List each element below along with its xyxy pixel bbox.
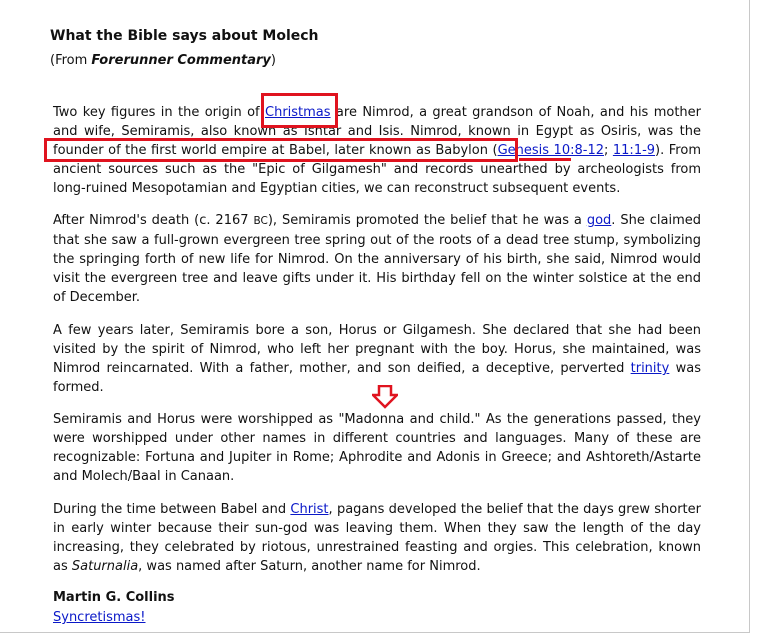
paragraph-1: Two key figures in the origin of Christmas are Nimrod, a great grandson of Noah, and his mother and wife, Semiramis, also known as Ishtar and Isis. Nimrod, known in Egypt as Osiris, was the founder of the first world empire at Babel, later known as Babylon (Genesis 10:8-12; 11:1-9). From ancient sources such as the "Epic of Gilgamesh" and records unearthed by archeologists from long-ruined Mesopotamian and Egyptian cities, we can reconstruct subsequent events.: [53, 105, 702, 196]
paragraph-5: During the time between Babel and Christ, pagans developed the belief that the days grew shorter in early winter because their sun-god was leaving them. When they saw the length of the day increasing, they celebrated by riotous, unrestrained feasting and orgies. This celebration, known as Saturnalia, was named after Saturn, another name for Nimrod.: [53, 502, 701, 574]
christmas-highlight-box: [261, 93, 338, 128]
paragraph-3: A few years later, Semiramis bore a son, Horus or Gilgamesh. She declared that she had been visited by the spirit of Nimrod, who left her pregnant with the boy. Horus, she maintained, was Nimrod reincarnated. With a father, mother, and son deified, a deceptive, perverted trinity was formed.: [53, 323, 701, 395]
saturnalia-term: Saturnalia: [71, 559, 139, 574]
down-arrow-icon: [372, 385, 398, 409]
genesis-10-link[interactable]: Genesis 10:8-12: [497, 143, 604, 158]
genesis-underline-mark: [519, 158, 571, 161]
christmas-link[interactable]: Christmas: [265, 105, 331, 120]
paragraph-4: Semiramis and Horus were worshipped as "Madonna and child." As the generations passed, they were worshipped under other names in different countries and languages. Many of these are recognizable: Fortuna and Jupiter in Rome; Aphrodite and Adonis in Greece; and Ashtoreth/Astarte and Molech/Baal in Canaan.: [53, 412, 701, 484]
god-link[interactable]: god: [586, 213, 612, 228]
babylon-highlight-box: [44, 138, 518, 162]
christ-link[interactable]: Christ: [290, 502, 329, 517]
paragraph-2: After Nimrod's death (c. 2167 BC), Semiramis promoted the belief that he was a god. She claimed that she saw a full-grown evergreen tree spring out of the roots of a dead tree stump, symbolizing the springing forth of new life for Nimrod. On the anniversary of his birth, she said, Nimrod would visit the evergreen tree and leave gifts under it. His birthday fell on the winter solstice at the end of December.: [53, 213, 702, 305]
genesis-11-link[interactable]: 11:1-9: [612, 143, 656, 158]
source-name: Forerunner Commentary: [91, 53, 271, 68]
article-source: (From Forerunner Commentary): [50, 53, 276, 68]
author-name: Martin G. Collins: [53, 590, 175, 605]
article-title: What the Bible says about Molech: [50, 28, 319, 44]
syncretismas-link[interactable]: Syncretismas!: [53, 610, 146, 625]
era-abbrev: BC: [253, 215, 268, 227]
trinity-link[interactable]: trinity: [630, 361, 670, 376]
